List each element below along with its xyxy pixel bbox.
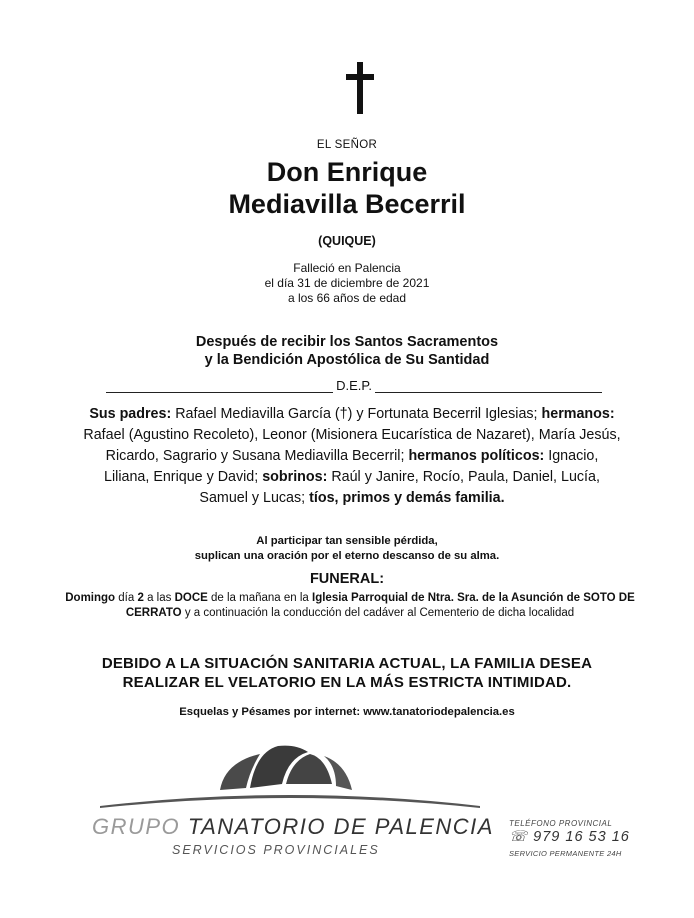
salutation: EL SEÑOR bbox=[316, 139, 378, 151]
sanitary-notice bbox=[0, 654, 694, 692]
padres-text: Rafael Mediavilla García (†) y Fortunata Becerril Iglesias; bbox=[171, 406, 538, 422]
web-link[interactable]: Esquelas y Pésames por internet: www.tanatoriodepalencia.es bbox=[179, 706, 515, 718]
brand-name bbox=[92, 814, 494, 840]
funeral-text-1: día bbox=[115, 592, 138, 604]
funeral-details bbox=[40, 591, 660, 621]
phone-number[interactable] bbox=[509, 829, 630, 845]
funeral-time: DOCE bbox=[174, 592, 208, 604]
brand-title: TANATORIO DE PALENCIA bbox=[187, 814, 494, 839]
phone-value: 979 16 53 16 bbox=[533, 829, 630, 845]
deceased-name bbox=[0, 156, 694, 220]
hermanos-text: Rafael (Agustino Recoleto), Leonor (Misionera Eucarística de Nazaret), María Jesús, Ricardo, Sagrario y Susana Mediavilla Becerril; bbox=[83, 427, 621, 464]
politicos-label: hermanos políticos: bbox=[408, 448, 545, 464]
phone-label: TELÉFONO PROVINCIAL bbox=[509, 819, 613, 828]
sobrinos-label: sobrinos: bbox=[262, 469, 328, 485]
politicos-text: Ignacio, Liliana, Enrique y David; bbox=[104, 448, 599, 485]
funeral-church: Iglesia Parroquial de Ntra. Sra. de la Asunción de SOTO DE CERRATO bbox=[125, 592, 635, 619]
sobrinos-text: Raúl y Janire, Rocío, Paula, Daniel, Lucía, Samuel y Lucas; bbox=[199, 469, 600, 506]
participation-line-2: suplican una oración por el eterno descanso de su alma. bbox=[194, 550, 500, 562]
death-info bbox=[0, 261, 694, 306]
padres-label: Sus padres: bbox=[89, 406, 172, 422]
dep-line-left bbox=[106, 380, 333, 393]
dep-text: D.E.P. bbox=[336, 378, 372, 393]
cross-icon bbox=[344, 62, 376, 114]
death-date: el día 31 de diciembre de 2021 bbox=[264, 276, 430, 290]
funeral-day: Domingo bbox=[65, 592, 116, 604]
dep-line-right bbox=[375, 380, 602, 393]
dep-divider bbox=[106, 378, 602, 393]
dome-arches-logo bbox=[100, 744, 480, 816]
funeral-text-2: a las bbox=[143, 592, 175, 604]
participation-line-1: Al participar tan sensible pérdida, bbox=[256, 535, 438, 547]
funeral-date: 2 bbox=[137, 592, 144, 604]
family-list bbox=[82, 404, 622, 509]
death-place: Falleció en Palencia bbox=[293, 261, 401, 275]
phone-icon: ☏ bbox=[509, 829, 534, 845]
name-line-2: Mediavilla Becerril bbox=[228, 189, 466, 219]
hermanos-label: hermanos: bbox=[541, 406, 615, 422]
sacraments-line-1: Después de recibir los Santos Sacramentos bbox=[195, 334, 499, 350]
funeral-text-4: y a continuación la conducción del cadáver al Cementerio de dicha localidad bbox=[181, 607, 575, 619]
participation bbox=[0, 534, 694, 564]
sacraments-line-2: y la Bendición Apostólica de Su Santidad bbox=[204, 352, 490, 368]
funeral-text-3: de la mañana en la bbox=[207, 592, 313, 604]
brand-grupo: GRUPO bbox=[92, 814, 181, 839]
phone-service: SERVICIO PERMANENTE 24H bbox=[509, 849, 622, 858]
funeral-title: FUNERAL: bbox=[309, 571, 385, 587]
sacraments bbox=[0, 333, 694, 369]
death-age: a los 66 años de edad bbox=[287, 291, 407, 305]
name-line-1: Don Enrique bbox=[266, 157, 428, 187]
brand-subtitle: SERVICIOS PROVINCIALES bbox=[172, 843, 380, 857]
nickname: (QUIQUE) bbox=[318, 234, 376, 248]
family-closing: tíos, primos y demás familia. bbox=[309, 490, 505, 506]
notice-line-2: REALIZAR EL VELATORIO EN LA MÁS ESTRICTA INTIMIDAD. bbox=[122, 674, 572, 691]
notice-line-1: DEBIDO A LA SITUACIÓN SANITARIA ACTUAL, LA FAMILIA DESEA bbox=[101, 655, 593, 672]
